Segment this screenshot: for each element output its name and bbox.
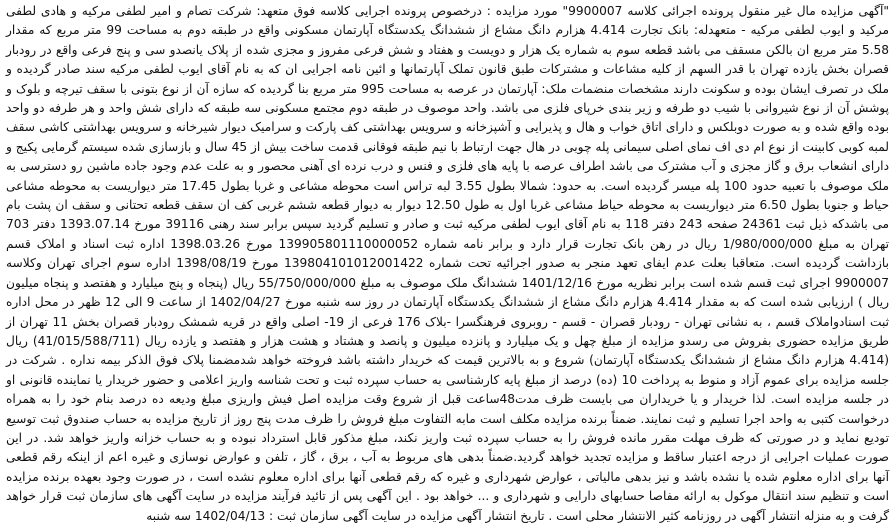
auction-notice-body-text: "آگهی مزایده مال غیر منقول پرونده اجرائی کلاسه 9900007" مورد مزایده : درخصوص پرونده اجرایی کلاسه فوق متعهد: شرکت تصام و امیر لطفی مرکیه و هادی لطفی مرکید و ایوب لطفی مرکیه - متعهدله: بانک تجارت 4.414 هزارم دانگ مشاع از ششدانگ یکدستگاه آپارتمان مسکونی واقع در طبقه دوم به مساحت 99 متر مربع که مقدار 5.58 متر مربع ان بالکن مسقف می باشد قطعه سوم به شماره یک هزار و دویست و هفتاد و شش فرعی مفروز و مجزی شده از پلاک یانصدو سی و پنج فرعی واقع در رودبار قصران بخش یازده تهران با قدر السهم از کلیه مشاعات و مشترکات طبق قانون تملک آپارتمانها و ائین نامه اجرایی ان که به نام آقای ایوب لطفی مرکیه سند صادر گردیده و ملک در تصرف ایشان بوده و سکونت دارند مشخصات منضمات ملک: آپارتمان در عرصه به مساحت 995 متر مربع بنا گردیده که سازه آن از نوع بتونی با سقف تیرچه و بلوک و پوشش آن از نوع شیروانی با شیب دو طرفه و زیر بندی خرپای فلزی می باشد. واحد موصوف در طبقه دوم مجتمع مسکونی سه طبقه که دارای شش واحد و هر طرفه دو واحد بوده واقع شده و به صورت دوبلکس و دارای اتاق خواب و هال و پذیرایی و آشپزخانه و سرویس بهداشتی کف پارکت و سرامیک دیوار شیرخانه و سرویس بهداشتی کاشی سقف لمبه کوبی کابینت از نوع ام دی اف نمای اصلی سیمانی پله چوبی در هال جهت ارتباط با نیم طبقه فوقانی قدمت ساخت بیش از 45 سال و بازسازی شده سیستم گرمایی پکیج و دارای انشعاب برق و گاز مجزی و آب مشترک می باشد اطراف عرصه با پایه های فلزی و فنس و درب نرده ای آهنی محصور و به علت عدم وجود جاده ماشین رو دسترسی به ملک موصوف با تعبیه حدود 100 پله میسر گردیده است. به حدود: شمالا بطول 3.55 لبه تراس است محوطه مشاعی و غربا بطول 17.45 متر دیواریست به محوطه مشاعی حیاط و جنوبا بطول 6.50 متر دیواریست به محوطه حیاط مشاعی غربا اول به طول 12.50 دیوار به دیوار قطعه ششم غربی کف ان سقف قطعه تحتانی و سقف ان پشت بام می باشدکه ذیل ثبت 24361 صفحه 243 دفتر 118 به نام آقای ایوب لطفی مرکیه ثبت و صادر و تسلیم گردید سپس برابر سند رهنی 39116 مورخ 1393.07.14 دفتر 703 تهران به مبلغ 1/980/000/000 ریال در رهن بانک تجارت قرار دارد و برابر نامه شماره 139905801110000052 مورخ 1398.03.26 اداره ثبت اسناد و املاک قسم بازداشت گردیده است. متعاقبا بعلت عدم ایفای تعهد منجر به صدور اجرائیه تحت شماره 139804101012001422 مورخ 1398/08/19 اداره سوم اجرای تهران وکلاسه 9900007 اجرای ثبت قسم شده است برابر نظریه مورخ 1401/12/16 ششدانگ ملک موصوف به مبلغ 55/750/000/000 ریال (پنجاه و پنج میلیارد و هفتصد و پنجاه میلیون ریال ) ارزیابی شده است که به مقدار 4.414 هزارم دانگ مشاع از ششدانگ یکدستگاه آپارتمان در روز سه شنبه مورخ 1402/04/27 از ساعت 9 الی 12 ظهر در محل اداره ثبت اسنادواملاک قسم ، به نشانی تهران - رودبار قصران - قسم - روبروی فرهنگسرا -بلاک 176 فرعی از 19- اصلی واقع در قریه شمشک رودبار قصران بخش 11 تهران از طریق مزایده حضوری بفروش می رسدو مزایده از مبلغ چهل و یک میلیارد و پانزده میلیون و پانصد و هشتاد و هشت هزار و هفتصد و یازده ریال (41/015/588/711) ریال (4.414 هزارم دانگ مشاع از ششدانگ یکدستگاه آپارتمان) شروع و به بالاترین قیمت که خریدار داشته باشد فروخته خواهد شدمضمنا پلاک فوق الذکر بیمه نداره . شرکت در جلسه مزایده برای عموم آزاد و منوط به پرداخت 10 (ده) درصد از مبلغ پایه کارشناسی به حساب سپرده ثبت و تحت شناسه واریز اعلامی و حضور خریدار یا نماینده قانونی او در جلسه مزایده است. لذا خریدار و یا خریداران می بایست ظرف مدت48ساعت قبل از شروع وقت مزایده اصل فیش واریزی مبلغ ودیعه ده درصد بنام خود را به همراه درخواست کتبی به واحد اجرا تسلیم و ثبت نمایند. ضمناً برنده مزایده مکلف است مابه التفاوت مبلغ فروش را ظرف مدت پنج روز از تاریخ مزایده به حساب صندوق ثبت توسیع تودیع نماید و در صورتی که ظرف مهلت مقرر مانده فروش را به حساب سپرده ثبت واریز نکند، مبلغ مذکور قابل استرداد نبوده و به حساب خزانه واریز خواهد شد. در این صورت عملیات اجرایی از درجه اعتبار ساقط و مزایده تجدید خواهد گردید.ضمناً بدهی های مربوط به آب ، برق ، گاز ، تلفن و عوارض نوسازی و غیره اعم از اینکه رقم قطعی آنها برای اداره معلوم شده یا نشده باشد و نیز بدهی مالیاتی ، عوارض شهرداری و غیره که رقم قطعی آنها برای اداره معلوم نشده است ، در صورت وجود بعهده برنده مزایده است و تنظیم سند انتقال موکول به ارائه مفاصا حسابهای دارایی و شهرداری و ... خواهد بود . این آگهی پس از تائید فرآیند مزایده در سایت آگهی های سازمان ثبت قرار خواهد گرفت و به منزله انتشار آگهی در روزنامه کثیر الانتشار محلی است . تاریخ انتشار آگهی مزایده در سایت آگهی سازمان ثبت : 1402/04/13 سه شنبه: [6, 4, 890, 523]
